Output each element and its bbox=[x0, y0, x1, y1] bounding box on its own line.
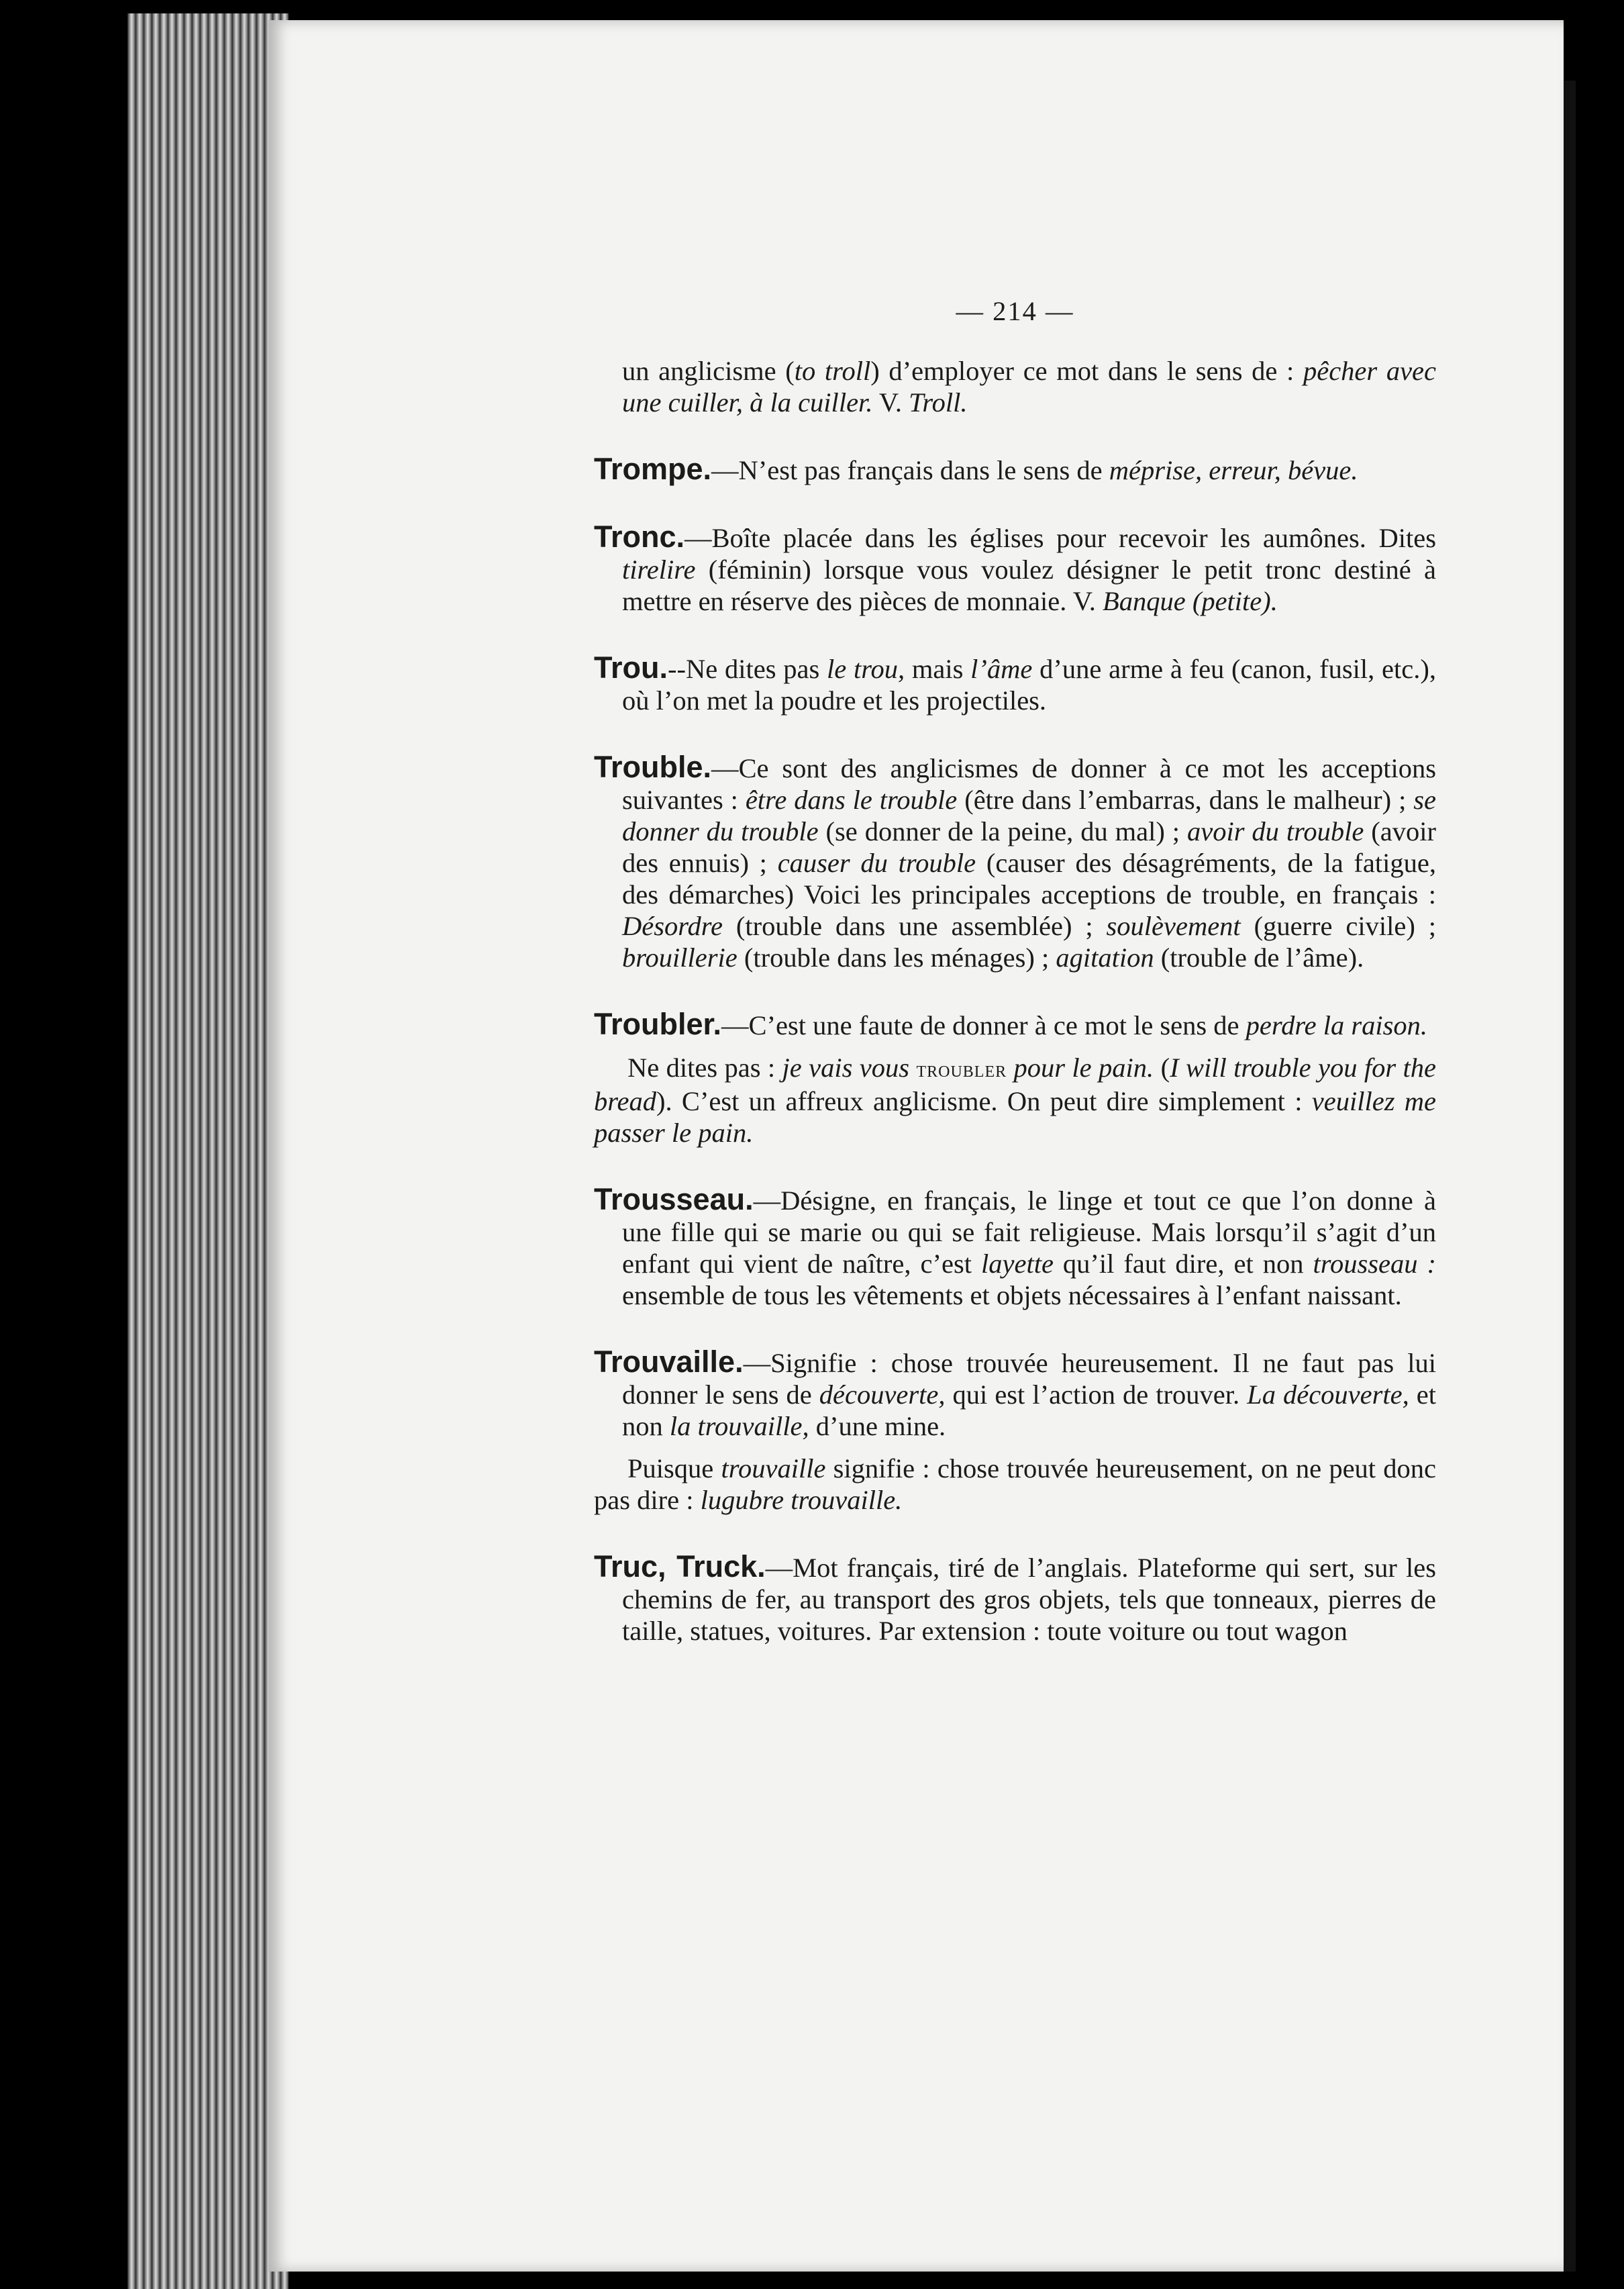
italic-text: avoir du trouble bbox=[1187, 816, 1364, 846]
italic-text: agitation bbox=[1056, 942, 1154, 973]
entry-text: —Désigne, en français, le linge et tout ce que l’on donne à une fille qui se marie ou qui se fait religieuse. Mais lorsqu’il s’agit d’un enfant qui vient de naître, c’est bbox=[622, 1185, 1436, 1279]
italic-text: layette bbox=[980, 1249, 1054, 1279]
italic-text: être dans le trouble bbox=[745, 785, 958, 815]
entry-text: un anglicisme ( bbox=[622, 356, 795, 386]
entry-text: V. bbox=[872, 387, 909, 418]
page-text bbox=[594, 295, 1436, 1682]
book-page-edges bbox=[128, 13, 289, 2289]
italic-text: veuillez me passer le pain. bbox=[594, 1086, 1437, 1148]
entry-text: (être dans l’embarras, dans le malheur) ; bbox=[957, 785, 1414, 815]
entry-text bbox=[1007, 1053, 1013, 1083]
headword: Trouvaille. bbox=[594, 1345, 744, 1379]
italic-text: se donner du trouble bbox=[622, 785, 1436, 846]
entry-trompe bbox=[594, 453, 1436, 486]
entry-text: (féminin) lorsque vous voulez désigner le petit tronc destiné à mettre en réserve des pièces de monnaie. V. bbox=[622, 554, 1436, 616]
headword: Truc, Truck. bbox=[594, 1549, 766, 1584]
entry-text: —Ce sont des anglicismes de donner à ce mot les acceptions suivantes : bbox=[622, 753, 1436, 815]
entry-text: (guerre civile) ; bbox=[1240, 911, 1436, 941]
italic-text: Désordre bbox=[622, 911, 723, 941]
entry-text: signifie : chose trouvée heureusement, on ne peut donc pas dire : bbox=[594, 1453, 1436, 1515]
entry-text: —Boîte placée dans les églises pour recevoir les aumônes. Dites bbox=[684, 523, 1436, 553]
italic-text: l’âme bbox=[970, 654, 1033, 684]
italic-text: le trou, bbox=[826, 654, 905, 684]
headword: Trousseau. bbox=[594, 1182, 754, 1216]
italic-text: perdre la raison. bbox=[1246, 1010, 1428, 1040]
entry-text: (trouble dans une assemblée) ; bbox=[722, 911, 1107, 941]
entry-text: (trouble de l’âme). bbox=[1154, 942, 1364, 973]
italic-text: Banque (petite). bbox=[1103, 586, 1278, 616]
headword: Troubler. bbox=[594, 1007, 722, 1041]
entry-text: Ne dites pas : bbox=[627, 1053, 782, 1083]
entry-text: ). C’est un affreux anglicisme. On peut dire simplement : bbox=[656, 1086, 1312, 1116]
entry-troubler-2 bbox=[594, 1052, 1436, 1149]
italic-text: Troll. bbox=[909, 387, 968, 418]
headword: Tronc. bbox=[594, 520, 685, 554]
entry-text: ( bbox=[1154, 1053, 1170, 1083]
italic-text: la trouvaille, bbox=[669, 1411, 809, 1441]
entry-text: et non bbox=[622, 1379, 1436, 1441]
entry-trousseau bbox=[594, 1183, 1436, 1311]
entry-text: --Ne dites pas bbox=[668, 654, 827, 684]
italic-text: pour le pain. bbox=[1013, 1053, 1154, 1083]
scan-border bbox=[1564, 81, 1576, 2272]
headword: Trompe. bbox=[594, 452, 712, 486]
italic-text: méprise, erreur, bévue. bbox=[1109, 455, 1358, 485]
entry-text: d’une arme à feu (canon, fusil, etc.), où l’on met la poudre et les projectiles. bbox=[622, 654, 1436, 716]
entry-text: —N’est pas français dans le sens de bbox=[711, 455, 1109, 485]
italic-text: to troll bbox=[794, 356, 871, 386]
italic-text: je vais vous bbox=[782, 1053, 910, 1083]
entry-text: qu’il faut dire, et non bbox=[1053, 1249, 1313, 1279]
italic-text: pêcher avec une cuiller, à la cuiller. bbox=[622, 356, 1436, 418]
entry-text: (se donner de la peine, du mal) ; bbox=[818, 816, 1187, 846]
italic-text: lugubre trouvaille. bbox=[700, 1485, 903, 1515]
entry-text: troubler bbox=[916, 1057, 1007, 1082]
entry-trouble bbox=[594, 751, 1436, 973]
dictionary-entries bbox=[594, 355, 1436, 1647]
italic-text: causer du trouble bbox=[777, 848, 976, 878]
italic-text: brouillerie bbox=[622, 942, 738, 973]
entry-text: —C’est une faute de donner à ce mot le sens de bbox=[721, 1010, 1246, 1040]
entry-text bbox=[909, 1053, 916, 1083]
page-number: — 214 — bbox=[956, 296, 1074, 326]
entry-text: mais bbox=[905, 654, 971, 684]
italic-text: trousseau : bbox=[1313, 1249, 1437, 1279]
italic-text: trouvaille bbox=[721, 1453, 826, 1483]
entry-text: d’une mine. bbox=[809, 1411, 946, 1441]
entry-troll-cont bbox=[594, 355, 1436, 418]
italic-text: découverte, bbox=[819, 1379, 946, 1410]
entry-text: —Mot français, tiré de l’anglais. Plateforme qui sert, sur les chemins de fer, au transport des gros objets, tels que tonneaux, pierres de taille, statues, voitures. Par extension : toute voiture ou tout wagon bbox=[622, 1553, 1436, 1646]
entry-text: Puisque bbox=[627, 1453, 721, 1483]
entry-trouvaille bbox=[594, 1346, 1436, 1442]
entry-text: ensemble de tous les vêtements et objets nécessaires à l’enfant naissant. bbox=[622, 1280, 1402, 1310]
entry-troubler bbox=[594, 1008, 1436, 1041]
entry-trouvaille-2 bbox=[594, 1453, 1436, 1516]
italic-text: La découverte, bbox=[1247, 1379, 1409, 1410]
entry-text: (trouble dans les ménages) ; bbox=[737, 942, 1056, 973]
entry-text: qui est l’action de trouver. bbox=[945, 1379, 1248, 1410]
entry-trou bbox=[594, 652, 1436, 716]
headword: Trouble. bbox=[594, 750, 712, 784]
entry-text: —Signifie : chose trouvée heureusement. Il ne faut pas lui donner le sens de bbox=[622, 1348, 1436, 1410]
italic-text: soulèvement bbox=[1106, 911, 1241, 941]
entry-text: (avoir des ennuis) ; bbox=[622, 816, 1436, 878]
entry-tronc bbox=[594, 521, 1436, 617]
headword: Trou. bbox=[594, 650, 668, 685]
entry-truc bbox=[594, 1551, 1436, 1647]
italic-text: tirelire bbox=[622, 554, 696, 585]
entry-text: ) d’employer ce mot dans le sens de : bbox=[870, 356, 1303, 386]
entry-text: (causer des désagréments, de la fatigue, des démarches) Voici les principales acceptions de trouble, en français : bbox=[622, 848, 1437, 910]
italic-text: I will trouble you for the bread bbox=[594, 1053, 1436, 1116]
